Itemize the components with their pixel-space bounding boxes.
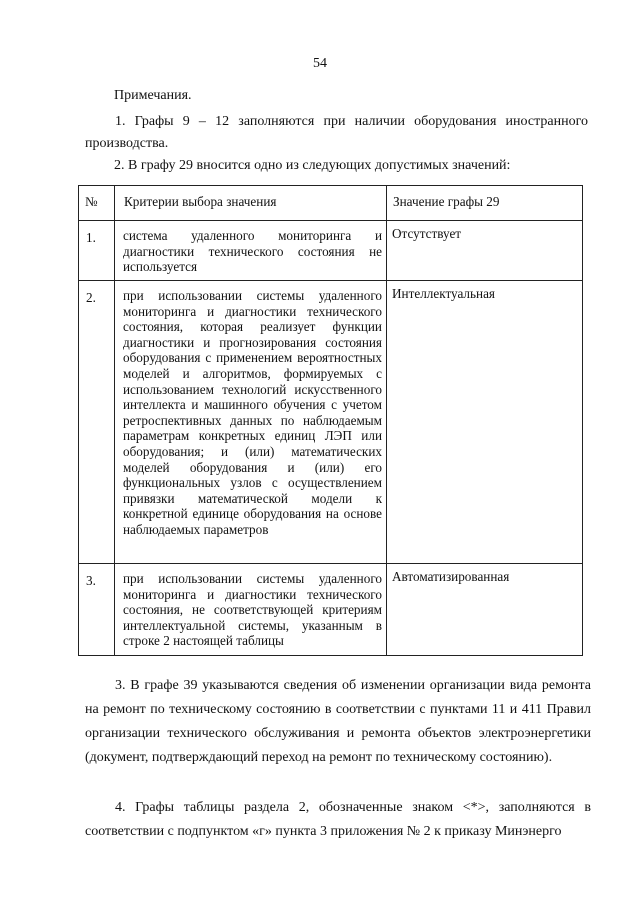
table-row	[79, 281, 583, 564]
row-value: Интеллектуальная	[387, 281, 583, 564]
row-criteria: при использовании системы удаленного мониторинга и диагностики технического состояния, не соответствующей критериям интеллектуальной системы, указанным в строке 2 настоящей таблицы	[115, 564, 387, 656]
notes-heading: Примечания.	[114, 88, 192, 103]
row-number: 1.	[79, 221, 115, 281]
row-value: Отсутствует	[387, 221, 583, 281]
row-value: Автоматизированная	[387, 564, 583, 656]
note-2: 2. В графу 29 вносится одно из следующих допустимых значений:	[114, 158, 511, 173]
note-3: 3. В графе 39 указываются сведения об изменении организации вида ремонта на ремонт по техническому состоянию в соответствии с пунктами 11 и 411 Правил организации технического обслуживания и ремонта объектов электроэнергетики (документ, подтверждающий переход на ремонт по техническому состоянию).	[85, 678, 591, 765]
note-1: 1. Графы 9 – 12 заполняются при наличии оборудования иностранного производства.	[85, 114, 588, 151]
values-table	[78, 185, 583, 656]
row-number: 3.	[79, 564, 115, 656]
header-number: №	[79, 186, 115, 221]
table-header-row	[79, 186, 583, 221]
page-number: 54	[313, 56, 327, 71]
row-criteria: система удаленного мониторинга и диагностики технического состояния не используется	[115, 221, 387, 281]
header-criteria: Критерии выбора значения	[115, 186, 387, 221]
row-criteria: при использовании системы удаленного мониторинга и диагностики технического состояния, которая реализует функции диагностики и прогнозирования состояния оборудования с применением вероятностных моделей и алгоритмов, формируемых с использованием технологий искусственного интеллекта и машинного обучения с учетом ретроспективных данных по наблюдаемым параметрам конкретных единиц ЛЭП или оборудования; и (или) математических моделей оборудования и (или) его функциональных узлов с осуществлением привязки математической модели к конкретной единице оборудования на основе наблюдаемых параметров	[115, 281, 387, 564]
note-4: 4. Графы таблицы раздела 2, обозначенные знаком <*>, заполняются в соответствии с подпунктом «г» пункта 3 приложения № 2 к приказу Минэнерго	[85, 800, 591, 839]
header-value: Значение графы 29	[387, 186, 583, 221]
table-row	[79, 564, 583, 656]
table-row	[79, 221, 583, 281]
row-number: 2.	[79, 281, 115, 564]
